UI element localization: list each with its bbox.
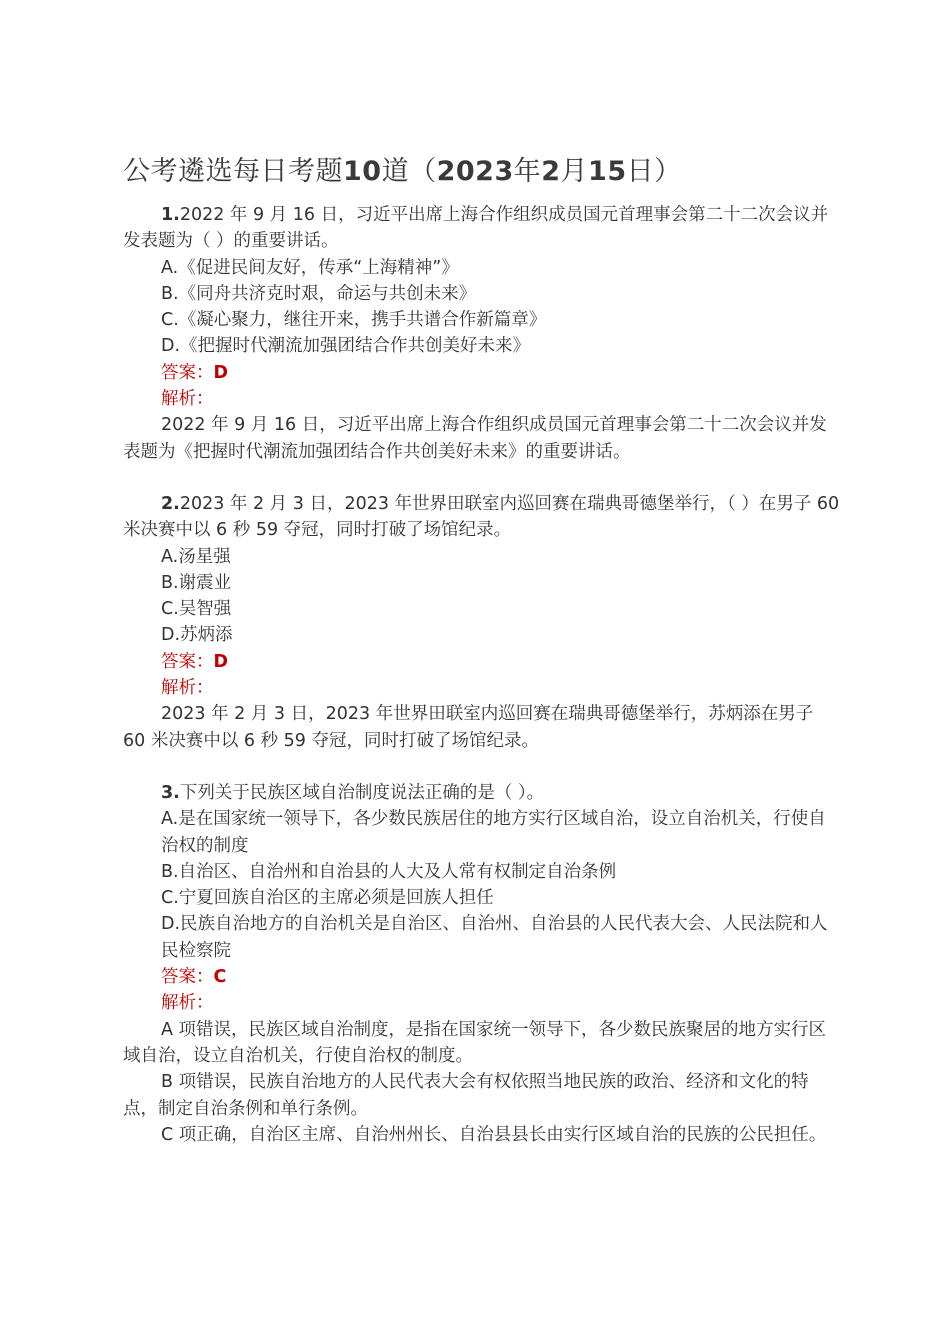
answer-line: [123, 360, 840, 386]
answer-label: 答案：: [161, 362, 214, 383]
question-stem: 3.下列关于民族区域自治制度说法正确的是（ ）。: [161, 782, 545, 803]
question-number: 2.: [161, 493, 180, 514]
option-c: C.《凝心聚力，继往开来，携手共谱合作新篇章》: [161, 310, 547, 331]
analysis-label: 解析：: [161, 993, 214, 1014]
answer-line: [123, 649, 840, 675]
option-c: C.吴智强: [161, 599, 232, 620]
page-title: 公考遴选每日考题10道（2023年2月15日）: [123, 156, 682, 187]
question-1: [123, 202, 840, 465]
option-d: D.苏炳添: [161, 625, 233, 646]
analysis-text: A 项错误，民族区域自治制度，是指在国家统一领导下，各少数民族聚居的地方实行区域自治，设立自治机关，行使自治权的制度。: [123, 1019, 827, 1066]
analysis-label: 解析：: [161, 678, 214, 699]
document-page: [123, 150, 840, 1174]
question-stem: 1.2022 年 9 月 16 日，习近平出席上海合作组织成员国元首理事会第二十二次会议并发表题为（ ）的重要讲话。: [123, 205, 829, 252]
analysis-text: 2023 年 2 月 3 日，2023 年世界田联室内巡回赛在瑞典哥德堡举行，苏炳添在男子 60 米决赛中以 6 秒 59 夺冠，同时打破了场馆纪录。: [123, 704, 814, 751]
option-a: A.是在国家统一领导下，各少数民族居住的地方实行区域自治，设立自治机关，行使自治权的制度: [161, 809, 826, 856]
answer-value: D: [213, 362, 229, 383]
question-2: [123, 491, 840, 754]
question-3: [123, 780, 840, 1148]
option-d: D.民族自治地方的自治机关是自治区、自治州、自治县的人民代表大会、人民法院和人民检察院: [161, 914, 828, 961]
answer-line: [123, 964, 840, 990]
answer-value: C: [213, 967, 227, 988]
option-a: A.《促进民间友好，传承“上海精神”》: [161, 257, 459, 278]
question-number: 1.: [161, 205, 180, 225]
answer-label: 答案：: [161, 967, 214, 988]
option-b: B.谢震业: [161, 572, 232, 593]
analysis-text: 2022 年 9 月 16 日，习近平出席上海合作组织成员国元首理事会第二十二次会议并发表题为《把握时代潮流加强团结合作共创美好未来》的重要讲话。: [123, 415, 827, 462]
option-b: B.自治区、自治州和自治县的人大及人常有权制定自治条例: [161, 861, 617, 882]
analysis-text: B 项错误，民族自治地方的人民代表大会有权依照当地民族的政治、经济和文化的特点，制定自治条例和单行条例。: [123, 1072, 809, 1119]
question-stem: 2.2023 年 2 月 3 日，2023 年世界田联室内巡回赛在瑞典哥德堡举行，（ ）在男子 60 米决赛中以 6 秒 59 夺冠，同时打破了场馆纪录。: [123, 493, 840, 541]
option-b: B.《同舟共济克时艰，命运与共创未来》: [161, 283, 477, 304]
answer-label: 答案：: [161, 651, 214, 672]
analysis-label: 解析：: [161, 389, 214, 410]
option-a: A.汤星强: [161, 546, 231, 567]
analysis-text: C 项正确，自治区主席、自治州州长、自治县县长由实行区域自治的民族的公民担任。: [161, 1124, 827, 1145]
option-c: C.宁夏回族自治区的主席必须是回族人担任: [161, 888, 494, 909]
answer-value: D: [213, 651, 229, 672]
question-number: 3.: [161, 782, 180, 803]
option-d: D.《把握时代潮流加强团结合作共创美好未来》: [161, 336, 531, 357]
